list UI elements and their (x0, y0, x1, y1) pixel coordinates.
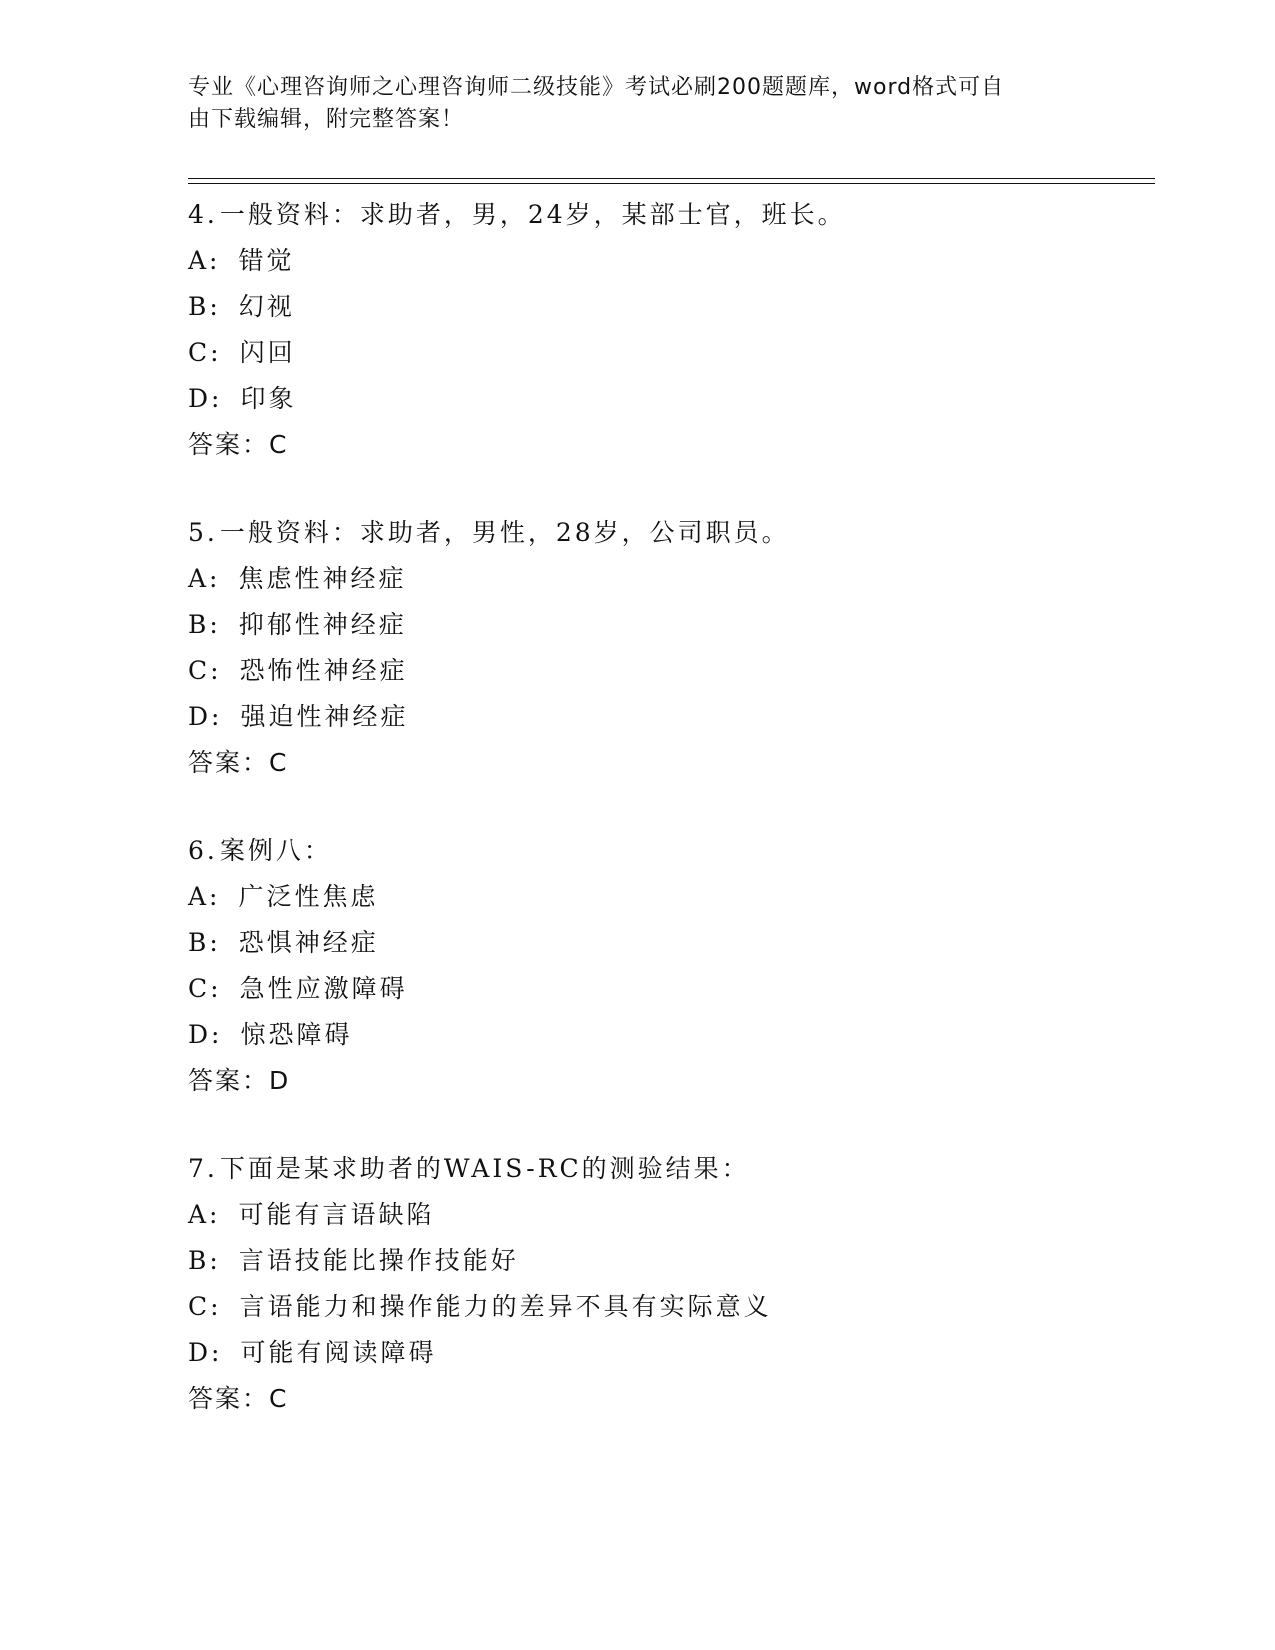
option-d (188, 376, 1148, 422)
question-list (188, 192, 1148, 1422)
answer-line: 答案：C (188, 748, 289, 777)
option-text: 可能有言语缺陷 (238, 1200, 435, 1229)
option-letter: C: (188, 974, 222, 1003)
option-letter: B: (188, 292, 221, 321)
option-letter: D: (188, 1020, 223, 1049)
option-letter: A: (188, 882, 221, 911)
option-letter: D: (188, 1338, 223, 1367)
option-letter: D: (188, 384, 223, 413)
option-c (188, 966, 1148, 1012)
question-5 (188, 510, 1148, 786)
answer-line: 答案：D (188, 1066, 291, 1095)
question-number: 6. (188, 836, 218, 865)
document-header (188, 72, 1068, 136)
option-a (188, 238, 1148, 284)
option-text: 抑郁性神经症 (238, 610, 407, 639)
option-text: 强迫性神经症 (240, 702, 409, 731)
option-a (188, 874, 1148, 920)
question-number: 5. (188, 518, 218, 547)
question-number: 4. (188, 200, 218, 229)
option-text: 恐惧神经症 (238, 928, 379, 957)
header-line-2: 由下载编辑，附完整答案！ (188, 107, 465, 132)
option-text: 惊恐障碍 (240, 1020, 353, 1049)
question-text: 案例八： (219, 836, 332, 865)
option-text: 言语能力和操作能力的差异不具有实际意义 (239, 1292, 772, 1321)
header-divider-bottom (188, 183, 1155, 184)
option-b (188, 920, 1148, 966)
answer-line: 答案：C (188, 1384, 289, 1413)
option-letter: A: (188, 564, 221, 593)
option-d (188, 1012, 1148, 1058)
option-letter: B: (188, 928, 221, 957)
option-text: 言语技能比操作技能好 (238, 1246, 519, 1275)
option-a (188, 1192, 1148, 1238)
option-letter: C: (188, 656, 222, 685)
question-stem (188, 192, 1148, 238)
option-text: 错觉 (238, 246, 295, 275)
option-letter: A: (188, 246, 221, 275)
option-text: 幻视 (238, 292, 295, 321)
option-c (188, 1284, 1148, 1330)
question-number: 7. (188, 1154, 218, 1183)
question-4 (188, 192, 1148, 468)
option-a (188, 556, 1148, 602)
option-text: 急性应激障碍 (239, 974, 408, 1003)
option-text: 闪回 (239, 338, 296, 367)
option-b (188, 602, 1148, 648)
question-text: 下面是某求助者的WAIS-RC的测验结果： (219, 1154, 750, 1183)
question-stem (188, 510, 1148, 556)
option-d (188, 694, 1148, 740)
option-b (188, 284, 1148, 330)
question-7 (188, 1146, 1148, 1422)
header-divider-top (188, 178, 1155, 179)
header-line-1: 专业《心理咨询师之心理咨询师二级技能》考试必刷200题题库，word格式可自 (188, 75, 1005, 100)
option-letter: B: (188, 610, 221, 639)
option-letter: C: (188, 1292, 222, 1321)
option-letter: A: (188, 1200, 221, 1229)
question-text: 一般资料：求助者，男，24岁，某部士官，班长。 (219, 200, 846, 229)
option-text: 印象 (240, 384, 297, 413)
question-6 (188, 828, 1148, 1104)
question-stem (188, 828, 1148, 874)
option-text: 广泛性焦虑 (238, 882, 379, 911)
option-letter: D: (188, 702, 223, 731)
question-text: 一般资料：求助者，男性，28岁，公司职员。 (219, 518, 790, 547)
option-d (188, 1330, 1148, 1376)
answer-line: 答案：C (188, 430, 289, 459)
option-text: 可能有阅读障碍 (240, 1338, 437, 1367)
option-letter: B: (188, 1246, 221, 1275)
option-c (188, 330, 1148, 376)
option-c (188, 648, 1148, 694)
question-stem (188, 1146, 1148, 1192)
option-text: 焦虑性神经症 (238, 564, 407, 593)
option-b (188, 1238, 1148, 1284)
option-text: 恐怖性神经症 (239, 656, 408, 685)
option-letter: C: (188, 338, 222, 367)
